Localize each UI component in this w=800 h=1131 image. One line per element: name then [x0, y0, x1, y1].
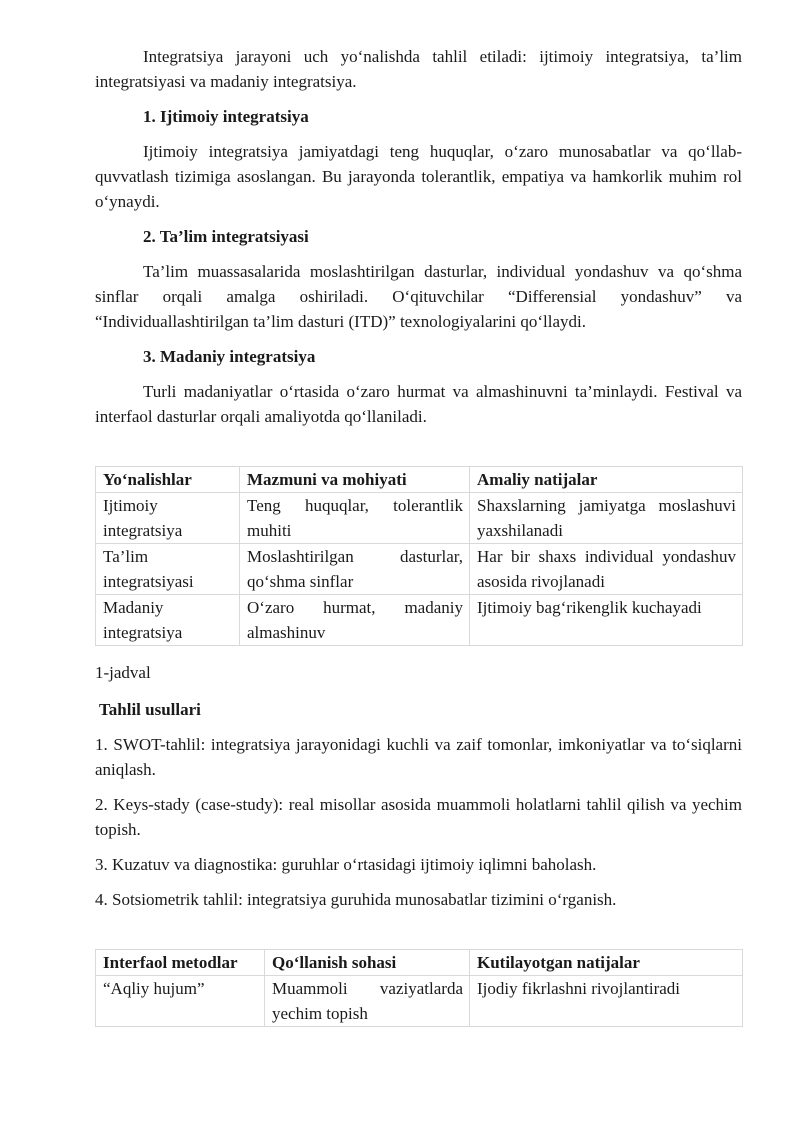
table-cell: “Aqliy hujum”	[96, 976, 265, 1027]
table-cell: Teng huquqlar, tolerantlik muhiti	[240, 493, 470, 544]
methods-heading: Tahlil usullari	[99, 700, 201, 719]
section-text-cultural: Turli madaniyatlar o‘rtasida o‘zaro hurmat va almashinuvni ta’minlaydi. Festival va interfaol dasturlar orqali amaliyotda qo‘llaniladi.	[95, 382, 742, 426]
table-header-row	[96, 950, 743, 976]
document-page	[95, 44, 742, 1027]
table-cell: O‘zaro hurmat, madaniy almashinuv	[240, 595, 470, 646]
table-header-cell: Qo‘llanish sohasi	[265, 950, 470, 976]
list-item: 3. Kuzatuv va diagnostika: guruhlar o‘rtasidagi ijtimoiy iqlimni baholash.	[95, 855, 597, 874]
table-cell: Ijtimoiy integratsiya	[96, 493, 240, 544]
table-header-cell: Yo‘nalishlar	[96, 467, 240, 493]
table-cell: Muammoli vaziyatlarda yechim topish	[265, 976, 470, 1027]
table-row	[96, 976, 743, 1027]
section-heading-education: 2. Ta’lim integratsiyasi	[143, 227, 309, 246]
table-cell: Ta’lim integratsiyasi	[96, 544, 240, 595]
list-item: 1. SWOT-tahlil: integratsiya jarayonidagi kuchli va zaif tomonlar, imkoniyatlar va to‘siqlarni aniqlash.	[95, 735, 742, 779]
table-cell: Moslashtirilgan dasturlar, qo‘shma sinflar	[240, 544, 470, 595]
integration-table	[95, 466, 743, 646]
table-header-cell: Amaliy natijalar	[470, 467, 743, 493]
section-text-education: Ta’lim muassasalarida moslashtirilgan dasturlar, individual yondashuv va qo‘shma sinflar orqali amalga oshiriladi. O‘qituvchilar “Differensial yondashuv” va “Individuallashtirilgan ta’lim dasturi (ITD)” texnologiyalarini qo‘llaydi.	[95, 262, 742, 331]
table-header-cell: Kutilayotgan natijalar	[470, 950, 743, 976]
methods-table	[95, 949, 743, 1027]
intro-paragraph: Integratsiya jarayoni uch yo‘nalishda tahlil etiladi: ijtimoiy integratsiya, ta’lim integratsiyasi va madaniy integratsiya.	[95, 47, 742, 91]
table-caption: 1-jadval	[95, 663, 151, 682]
table-header-row	[96, 467, 743, 493]
section-text-social: Ijtimoiy integratsiya jamiyatdagi teng huquqlar, o‘zaro munosabatlar va qo‘llab-quvvatlash tizimiga asoslangan. Bu jarayonda tolerantlik, empatiya va hamkorlik muhim rol o‘ynaydi.	[95, 142, 742, 211]
table-cell: Har bir shaxs individual yondashuv asosida rivojlanadi	[470, 544, 743, 595]
table-cell: Ijodiy fikrlashni rivojlantiradi	[470, 976, 743, 1027]
methods-list	[95, 732, 742, 912]
table-row	[96, 595, 743, 646]
list-item: 2. Keys-stady (case-study): real misollar asosida muammoli holatlarni tahlil qilish va yechim topish.	[95, 795, 742, 839]
section-heading-social: 1. Ijtimoiy integratsiya	[143, 107, 309, 126]
table-cell: Madaniy integratsiya	[96, 595, 240, 646]
list-item: 4. Sotsiometrik tahlil: integratsiya guruhida munosabatlar tizimini o‘rganish.	[95, 890, 617, 909]
table-row	[96, 493, 743, 544]
table-cell: Shaxslarning jamiyatga moslashuvi yaxshilanadi	[470, 493, 743, 544]
section-heading-cultural: 3. Madaniy integratsiya	[143, 347, 316, 366]
table-header-cell: Mazmuni va mohiyati	[240, 467, 470, 493]
table-row	[96, 544, 743, 595]
table-header-cell: Interfaol metodlar	[96, 950, 265, 976]
table-cell: Ijtimoiy bag‘rikenglik kuchayadi	[470, 595, 743, 646]
